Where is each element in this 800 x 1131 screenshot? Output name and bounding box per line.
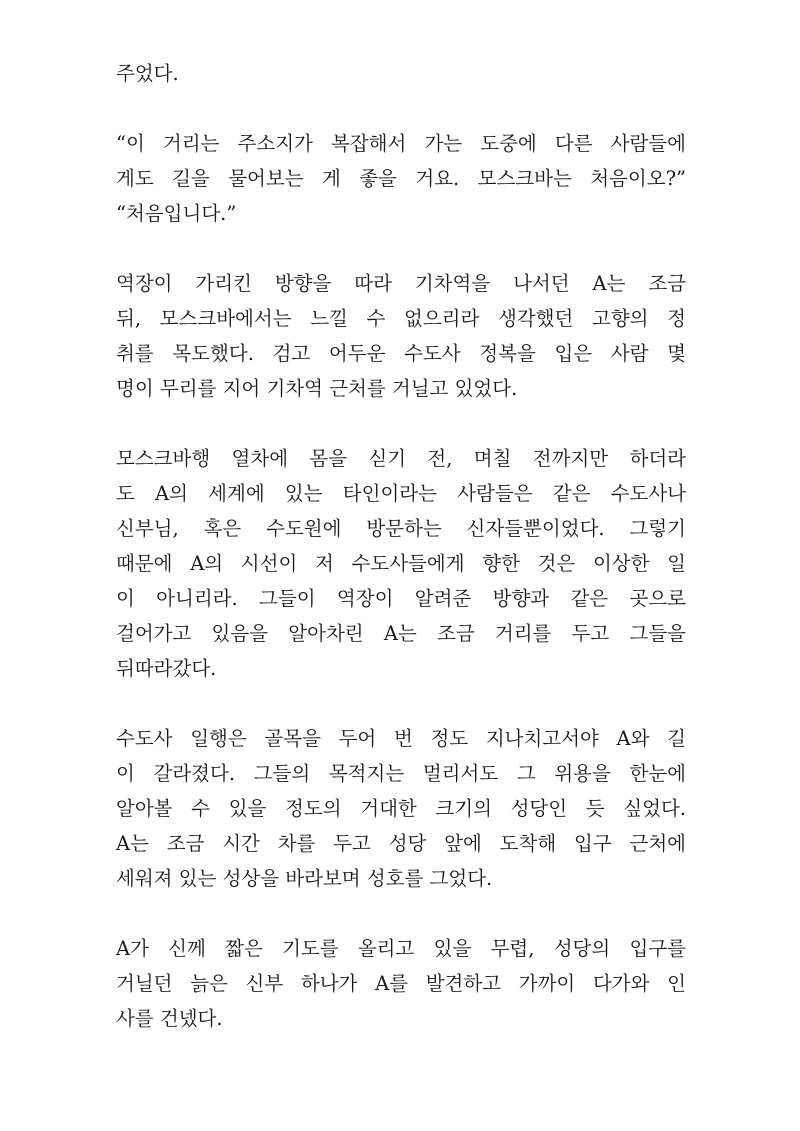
paragraph <box>116 126 686 231</box>
text-line: 도 A의 세계에 있는 타인이라는 사람들은 같은 수도사나 <box>116 482 686 505</box>
text-line: 이 갈라졌다. 그들의 목적지는 멀리서도 그 위용을 한눈에 <box>116 762 686 785</box>
text-line: “처음입니다.” <box>116 202 237 225</box>
body-text <box>116 56 686 1036</box>
text-line: 뒤, 모스크바에서는 느낄 수 없으리라 생각했던 고향의 정 <box>116 307 686 330</box>
text-line: A가 신께 짧은 기도를 올리고 있을 무렵, 성당의 입구를 <box>116 937 686 960</box>
paragraph <box>116 931 686 1036</box>
text-line: 모스크바행 열차에 몸을 싣기 전, 며칠 전까지만 하더라 <box>116 447 686 470</box>
paragraph <box>116 721 686 896</box>
text-line: 거닐던 늙은 신부 하나가 A를 발견하고 가까이 다가와 인 <box>116 972 686 995</box>
paragraph-spacer <box>116 91 686 126</box>
text-line: 취를 목도했다. 검고 어두운 수도사 정복을 입은 사람 몇 <box>116 342 686 365</box>
text-line: 때문에 A의 시선이 저 수도사들에게 향한 것은 이상한 일 <box>116 552 686 575</box>
text-line: 주었다. <box>116 62 179 85</box>
text-line: 명이 무리를 지어 기차역 근처를 거닐고 있었다. <box>116 377 518 400</box>
text-line: 이 아니리라. 그들이 역장이 알려준 방향과 같은 곳으로 <box>116 587 686 610</box>
paragraph-spacer <box>116 896 686 931</box>
text-line: 수도사 일행은 골목을 두어 번 정도 지나치고서야 A와 길 <box>116 727 686 750</box>
text-line: 신부님, 혹은 수도원에 방문하는 신자들뿐이었다. 그렇기 <box>116 517 686 540</box>
text-line: 역장이 가리킨 방향을 따라 기차역을 나서던 A는 조금 <box>116 272 686 295</box>
paragraph-spacer <box>116 231 686 266</box>
text-line: 알아볼 수 있을 정도의 거대한 크기의 성당인 듯 싶었다. <box>116 797 686 820</box>
text-line: A는 조금 시간 차를 두고 성당 앞에 도착해 입구 근처에 <box>116 832 686 855</box>
paragraph <box>116 56 686 91</box>
text-line: 걸어가고 있음을 알아차린 A는 조금 거리를 두고 그들을 <box>116 622 686 645</box>
paragraph-spacer <box>116 406 686 441</box>
paragraph <box>116 266 686 406</box>
text-line: 세워져 있는 성상을 바라보며 성호를 그었다. <box>116 867 493 890</box>
paragraph <box>116 441 686 686</box>
text-line: 사를 건넸다. <box>116 1007 223 1030</box>
text-line: 뒤따라갔다. <box>116 657 217 680</box>
text-line: 게도 길을 물어보는 게 좋을 거요. 모스크바는 처음이오?” <box>116 167 686 190</box>
text-line: “이 거리는 주소지가 복잡해서 가는 도중에 다른 사람들에 <box>116 132 686 155</box>
paragraph-spacer <box>116 686 686 721</box>
